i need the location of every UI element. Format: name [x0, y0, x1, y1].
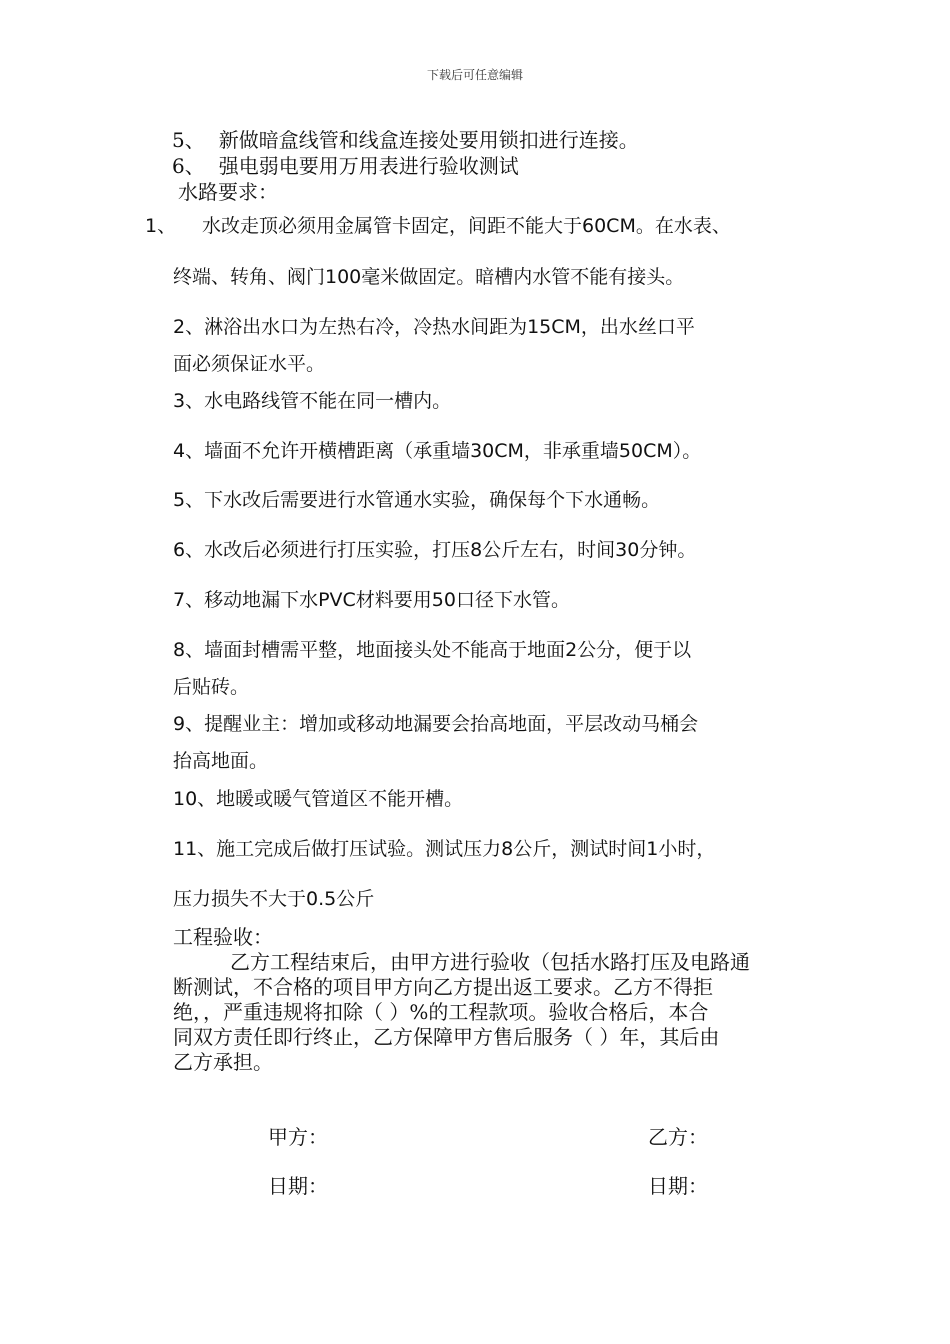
acceptance-line-4: 同双方责任即行终止，乙方保障甲方售后服务（ ）年，其后由: [173, 1025, 720, 1049]
acceptance-line-3: 绝，，严重违规将扣除（ ）%的工程款项。验收合格后，本合: [173, 1000, 709, 1024]
water-item-2-line1: 2、淋浴出水口为左热右冷，冷热水间距为15CM，出水丝口平: [173, 316, 695, 338]
water-item-8-line2: 后贴砖。: [173, 676, 250, 698]
water-item-11-line1: 11、施工完成后做打压试验。测试压力8公斤，测试时间1小时，: [173, 838, 716, 860]
water-item-1-line2: 终端、转角、阀门100毫米做固定。暗槽内水管不能有接头。: [173, 266, 685, 288]
water-item-9-line2: 抬高地面。: [173, 750, 269, 772]
party-a-label: 甲方：: [268, 1125, 328, 1149]
water-item-2-line2: 面必须保证水平。: [173, 353, 326, 375]
item-number: 6、: [172, 154, 205, 178]
electrical-item-5: [172, 124, 639, 153]
water-item-6: 6、水改后必须进行打压实验，打压8公斤左右，时间30分钟。: [173, 539, 697, 561]
water-item-3: 3、水电路线管不能在同一槽内。: [173, 390, 452, 412]
item-text: 强电弱电要用万用表进行验收测试: [218, 154, 519, 178]
acceptance-line-2: 断测试，不合格的项目甲方向乙方提出返工要求。乙方不得拒: [173, 975, 713, 999]
water-item-1-line1: 水改走顶必须用金属管卡固定，间距不能大于60CM。在水表、: [202, 215, 731, 237]
water-item-10: 10、地暖或暖气管道区不能开槽。: [173, 788, 464, 810]
water-item-7: 7、移动地漏下水PVC材料要用50口径下水管。: [173, 589, 570, 611]
electrical-item-6: [172, 150, 519, 179]
party-b-date-label: 日期：: [648, 1174, 708, 1198]
acceptance-heading: 工程验收：: [173, 925, 273, 949]
water-item-1-number: 1、: [145, 215, 177, 237]
item-number: 5、: [172, 128, 205, 152]
party-b-label: 乙方：: [648, 1125, 708, 1149]
water-item-5: 5、下水改后需要进行水管通水实验，确保每个下水通畅。: [173, 489, 661, 511]
acceptance-line-1: 乙方工程结束后，由甲方进行验收（包括水路打压及电路通: [230, 950, 750, 974]
acceptance-line-5: 乙方承担。: [173, 1050, 273, 1074]
water-item-4: 4、墙面不允许开横槽距离（承重墙30CM，非承重墙50CM）。: [173, 440, 702, 462]
water-item-9-line1: 9、提醒业主：增加或移动地漏要会抬高地面，平层改动马桶会: [173, 713, 699, 735]
water-item-8-line1: 8、墙面封槽需平整，地面接头处不能高于地面2公分，便于以: [173, 639, 692, 661]
water-item-11-line2: 压力损失不大于0.5公斤: [173, 888, 375, 910]
page-header: 下载后可任意编辑: [426, 68, 523, 82]
item-text: 新做暗盒线管和线盒连接处要用锁扣进行连接。: [218, 128, 639, 152]
party-a-date-label: 日期：: [268, 1174, 328, 1198]
water-heading: 水路要求：: [178, 180, 278, 204]
